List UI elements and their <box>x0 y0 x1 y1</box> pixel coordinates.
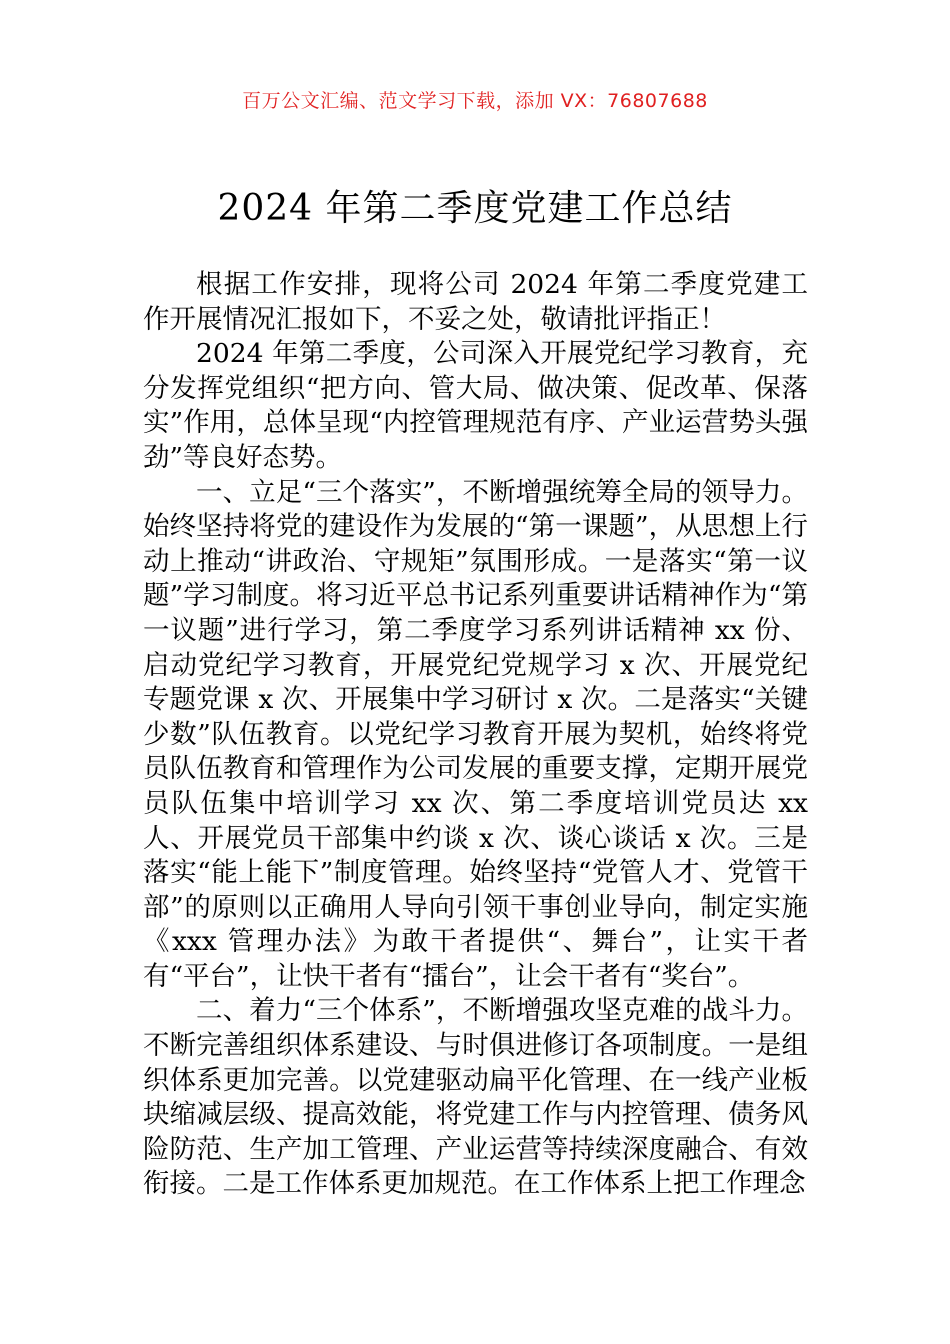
document-title: 2024 年第二季度党建工作总结 <box>217 188 733 229</box>
paragraph-intro: 根据工作安排，现将公司 2024 年第二季度党建工作开展情况汇报如下，不妥之处，敬请批评指正！ <box>143 269 808 335</box>
paragraph-section-one: 一、立足“三个落实”，不断增强统筹全局的领导力。始终坚持将党的建设作为发展的“第一课题”，从思想上行动上推动“讲政治、守规矩”氛围形成。一是落实“第一议题”学习制度。将习近平总书记系列重要讲话精神作为“第一议题”进行学习，第二季度学习系列讲话精神 xx 份、启动党纪学习教育，开展党纪党规学习 x 次、开展党纪专题党课 x 次、开展集中学习研讨 x 次。二是落实“关键少数”队伍教育。以党纪学习教育开展为契机，始终将党员队伍教育和管理作为公司发展的重要支撑，定期开展党员队伍集中培训学习 xx 次、第二季度培训党员达 xx 人、开展党员干部集中约谈 x 次、谈心谈话 x 次。三是落实“能上能下”制度管理。始终坚持“党管人才、党管干部”的原则以正确用人导向引领干事创业导向，制定实施《xxx 管理办法》为敢干者提供“、舞台”，让实干者有“平台”，让快干者有“擂台”，让会干者有“奖台”。 <box>143 476 808 992</box>
paragraph-section-two: 二、着力“三个体系”，不断增强攻坚克难的战斗力。不断完善组织体系建设、与时俱进修订各项制度。一是组织体系更加完善。以党建驱动扁平化管理、在一线产业板块缩减层级、提高效能，将党建工作与内控管理、债务风险防范、生产加工管理、产业运营等持续深度融合、有效衔接。二是工作体系更加规范。在工作体系上把工作理念 <box>143 995 808 1200</box>
header-watermark-note: 百万公文汇编、范文学习下载，添加 VX：76807688 <box>242 90 708 112</box>
paragraph-overview: 2024 年第二季度，公司深入开展党纪学习教育，充分发挥党组织“把方向、管大局、做决策、促改革、保落实”作用，总体呈现“内控管理规范有序、产业运营势头强劲”等良好态势。 <box>143 338 808 473</box>
document-body <box>143 268 808 1202</box>
